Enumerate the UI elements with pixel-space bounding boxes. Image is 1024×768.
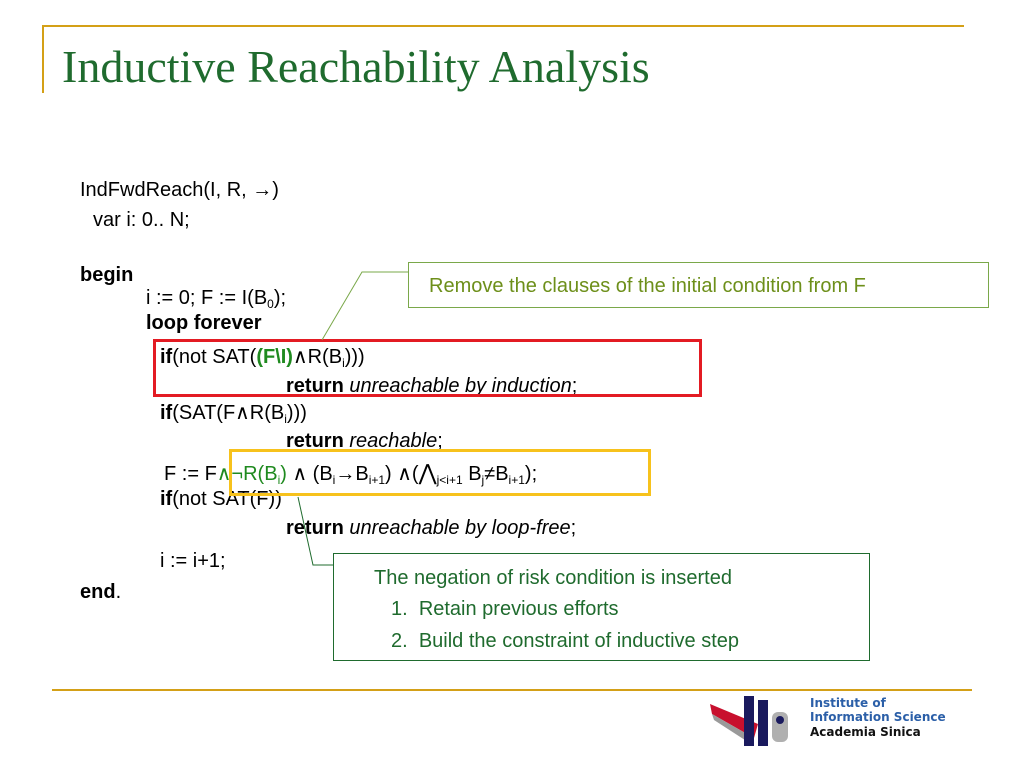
code-return-induction: return unreachable by induction;	[286, 375, 578, 397]
note2-connector	[298, 497, 333, 565]
note1-connector	[322, 272, 408, 340]
code-return-loop-free: return unreachable by loop-free;	[286, 517, 577, 539]
code-begin: begin	[80, 264, 134, 286]
logo-line-3: Academia Sinica	[810, 725, 921, 739]
institute-logo	[708, 690, 968, 752]
code-init: i := 0; F := $I(B_0)$;	[146, 287, 287, 311]
code-return-reachable: return reachable;	[286, 430, 443, 452]
slide-title: Inductive Reachability Analysis	[62, 41, 650, 92]
code-if-induction: if(not $SAT((F\backslash I)\wedge R(B_i))$)	[160, 346, 365, 370]
code-signature: IndFwdReach(I, R, →)	[80, 179, 279, 201]
iis-emblem-icon	[708, 690, 808, 752]
code-if-reachable: $if(SAT(F\wedge R(B_i)))$	[160, 402, 307, 426]
code-if-loop-free: if(not SAT(F))	[160, 488, 282, 510]
negation-note-item: 1. Retain previous efforts	[391, 598, 619, 620]
code-loop-forever: loop forever	[146, 312, 262, 334]
code-assign-f: F := $F\wedge\neg R(B_i)$ ∧ $(B_i\to B_{i+1})$ $\wedge(⋀_{j<i+1}$ $B_j\ne B_{i+1}$);	[164, 460, 538, 487]
initial-condition-note: Remove the clauses of the initial condition from F	[408, 262, 989, 308]
negation-note	[333, 553, 870, 661]
negation-note-heading: The negation of risk condition is inserted	[374, 567, 732, 589]
logo-line-2: Information Science	[810, 710, 946, 724]
logo-line-1: Institute of	[810, 696, 886, 710]
code-increment: i := i+1;	[160, 550, 226, 572]
code-end: end.	[80, 581, 122, 603]
negation-note-item: 2. Build the constraint of inductive step	[391, 630, 739, 652]
code-var-decl: var i: 0.. N;	[93, 209, 190, 231]
